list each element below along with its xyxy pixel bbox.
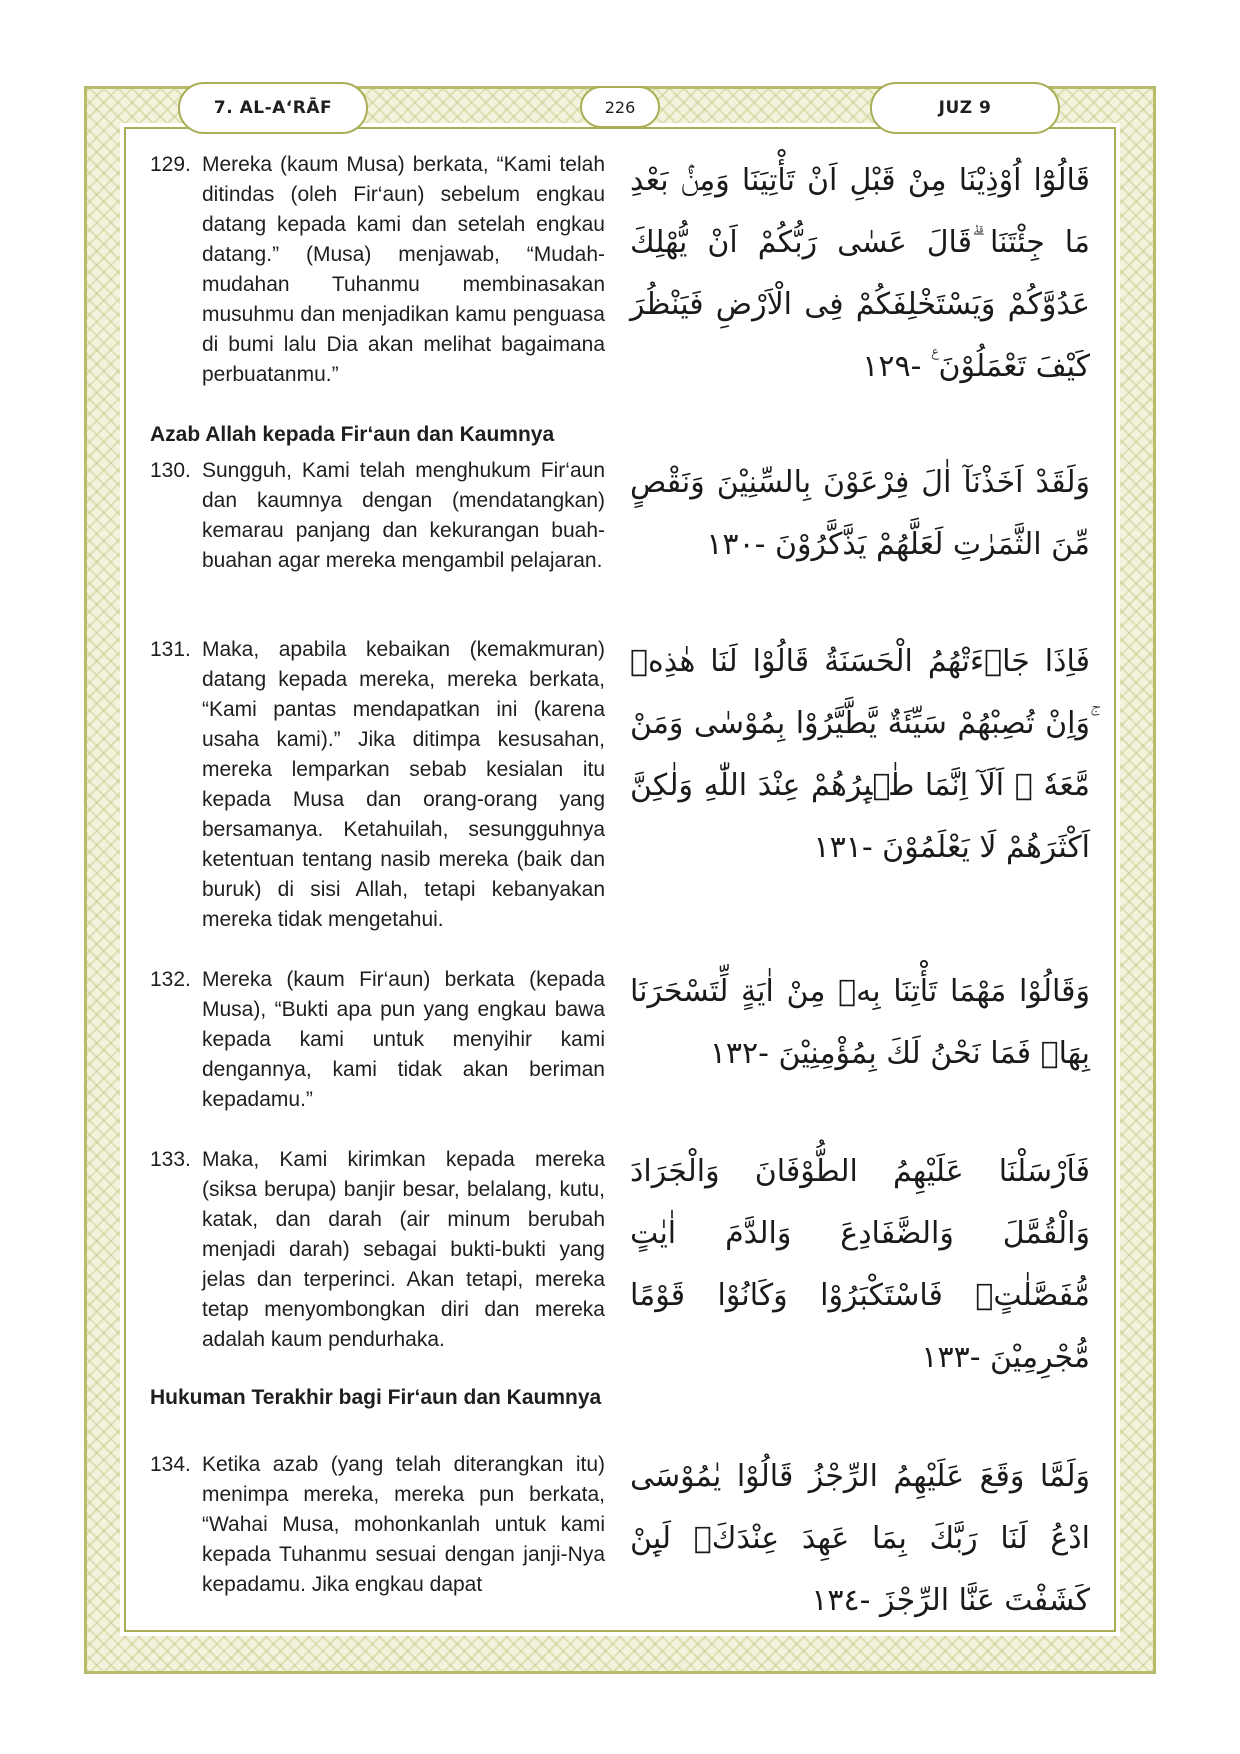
verse-translation bbox=[150, 1145, 605, 1355]
translation-text: Mereka (kaum Musa) berkata, “Kami telah ditindas (oleh Fir‘aun) sebelum engkau datang kepada kami dan setelah engkau datang.” (Musa) menjawab, “Mudah-mudahan Tuhanmu membinasakan musuhmu dan menjadikan kamu penguasa di bumi lalu Dia akan melihat bagaimana perbuatanmu.” bbox=[202, 153, 605, 386]
arabic-text: وَلَقَدْ اَخَذْنَآ اٰلَ فِرْعَوْنَ بِالسِّنِيْنَ وَنَقْصٍ مِّنَ الثَّمَرٰتِ لَعَلَّهُمْ يَذَّكَّرُوْنَ -١٣٠ bbox=[630, 465, 1090, 562]
verse-number: 131. bbox=[150, 638, 191, 661]
translation-text: Mereka (kaum Fir‘aun) berkata (kepada Musa), “Bukti apa pun yang engkau bawa kepada kami untuk menyihir kami dengannya, kami tidak akan beriman kepadamu.” bbox=[202, 968, 605, 1111]
arabic-text: فَاِذَا جَاۤءَتْهُمُ الْحَسَنَةُ قَالُوْا لَنَا هٰذِهٖ ۚوَاِنْ تُصِبْهُمْ سَيِّئَةٌ يَّطَّيَّرُوْا بِمُوْسٰى وَمَنْ مَّعَهٗ ۗ اَلَآ اِنَّمَا طٰۤىِٕرُهُمْ عِنْدَ اللّٰهِ وَلٰكِنَّ اَكْثَرَهُمْ لَا يَعْلَمُوْنَ -١٣١ bbox=[630, 644, 1090, 865]
verse-number: 130. bbox=[150, 459, 191, 482]
verse-number: 132. bbox=[150, 968, 191, 991]
verse-translation bbox=[150, 456, 605, 576]
arabic-text: فَاَرْسَلْنَا عَلَيْهِمُ الطُّوْفَانَ وَالْجَرَادَ وَالْقُمَّلَ وَالضَّفَادِعَ وَالدَّمَ اٰيٰتٍ مُّفَصَّلٰتٍۗ فَاسْتَكْبَرُوْا وَكَانُوْا قَوْمًا مُّجْرِمِيْنَ -١٣٣ bbox=[630, 1154, 1090, 1375]
verse-number: 129. bbox=[150, 153, 191, 176]
verse-translation bbox=[150, 1450, 605, 1600]
arabic-text: قَالُوْٓا اُوْذِيْنَا مِنْ قَبْلِ اَنْ تَأْتِيَنَا وَمِنْۢ بَعْدِ مَا جِئْتَنَا ۗقَالَ عَسٰى رَبُّكُمْ اَنْ يُّهْلِكَ عَدُوَّكُمْ وَيَسْتَخْلِفَكُمْ فِى الْاَرْضِ فَيَنْظُرَ كَيْفَ تَعْمَلُوْنَ ࣖ -١٢٩ bbox=[630, 163, 1090, 384]
translation-text: Ketika azab (yang telah diterangkan itu) menimpa mereka, mereka pun berkata, “Wahai Musa, mohonkanlah untuk kami kepada Tuhanmu sesuai dengan janji-Nya kepadamu. Jika engkau dapat bbox=[202, 1453, 605, 1596]
verse-number: 134. bbox=[150, 1453, 191, 1476]
verse-translation bbox=[150, 635, 605, 935]
surah-title: 7. AL-A‘RĀF bbox=[178, 82, 368, 134]
verse-number: 133. bbox=[150, 1148, 191, 1171]
juz-label: JUZ 9 bbox=[870, 82, 1060, 134]
page-number: 226 bbox=[580, 86, 660, 128]
translation-text: Maka, apabila kebaikan (kemakmuran) datang kepada mereka, mereka berkata, “Kami pantas mendapatkan ini (karena usaha kami).” Jika ditimpa kesusahan, mereka lemparkan sebab kesialan itu kepada Musa dan orang-orang yang bersamanya. Ketahuilah, sesungguhnya ketentuan tentang nasib mereka (baik dan buruk) di sisi Allah, tetapi kebanyakan mereka tidak mengetahui. bbox=[202, 638, 605, 931]
arabic-text: وَلَمَّا وَقَعَ عَلَيْهِمُ الرِّجْزُ قَالُوْا يٰمُوْسَى ادْعُ لَنَا رَبَّكَ بِمَا عَهِدَ عِنْدَكَۚ لَىِٕنْ كَشَفْتَ عَنَّا الرِّجْزَ -١٣٤ bbox=[630, 1459, 1090, 1618]
arabic-text: وَقَالُوْا مَهْمَا تَأْتِنَا بِهٖ مِنْ اٰيَةٍ لِّتَسْحَرَنَا بِهَاۙ فَمَا نَحْنُ لَكَ بِمُؤْمِنِيْنَ -١٣٢ bbox=[630, 974, 1090, 1071]
translation-text: Sungguh, Kami telah menghukum Fir‘aun dan kaumnya dengan (mendatangkan) kemarau panjang dan kekurangan buah-buahan agar mereka mengambil pelajaran. bbox=[202, 459, 605, 572]
translation-text: Maka, Kami kirimkan kepada mereka (siksa berupa) banjir besar, belalang, kutu, katak, dan darah (air minum berubah menjadi darah) sebagai bukti-bukti yang jelas dan terperinci. Akan tetapi, mereka tetap menyombongkan diri dan mereka adalah kaum pendurhaka. bbox=[202, 1148, 605, 1351]
verse-translation bbox=[150, 150, 605, 390]
verse-translation bbox=[150, 965, 605, 1115]
section-heading: Hukuman Terakhir bagi Fir‘aun dan Kaumnya bbox=[150, 1386, 602, 1409]
section-heading: Azab Allah kepada Fir‘aun dan Kaumnya bbox=[150, 423, 555, 446]
